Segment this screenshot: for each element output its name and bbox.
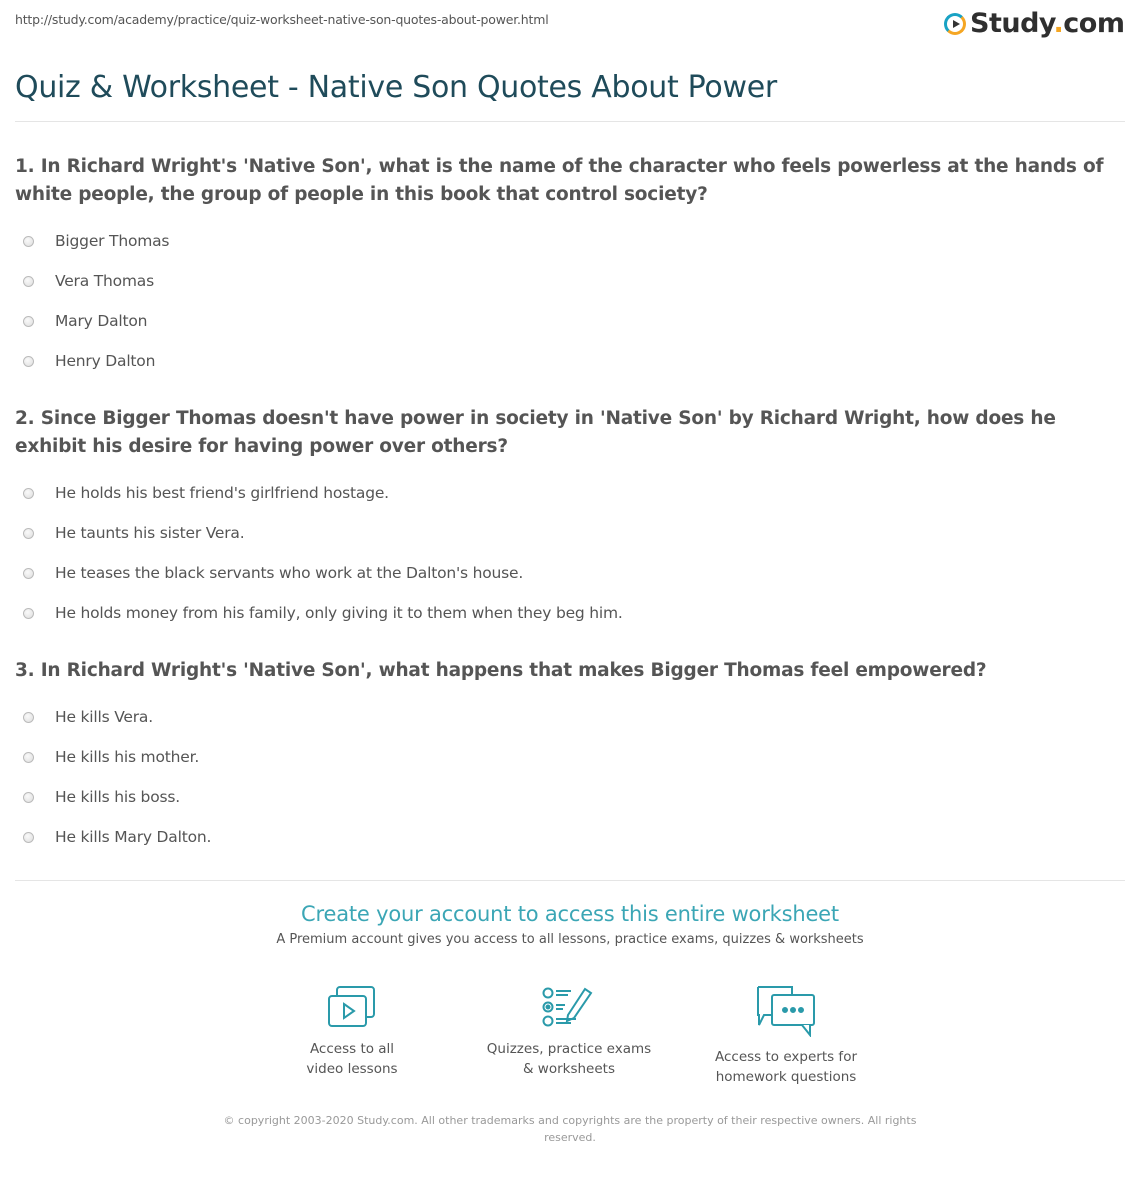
option-label: Mary Dalton xyxy=(55,312,148,330)
option[interactable] xyxy=(15,221,1125,261)
option[interactable] xyxy=(15,513,1125,553)
cta-title[interactable]: Create your account to access this entire worksheet xyxy=(301,902,839,926)
question-text: 3. In Richard Wright's 'Native Son', what happens that makes Bigger Thomas feel empowered? xyxy=(15,660,987,681)
option[interactable] xyxy=(15,697,1125,737)
divider xyxy=(15,121,1125,122)
radio-button[interactable] xyxy=(23,528,34,539)
radio-button[interactable] xyxy=(23,608,34,619)
option-label: He kills Vera. xyxy=(55,708,153,726)
option-label: Bigger Thomas xyxy=(55,232,170,250)
question-1 xyxy=(15,153,1125,381)
option-label: He teases the black servants who work at the Dalton's house. xyxy=(55,564,524,582)
options-list xyxy=(15,697,1125,857)
radio-button[interactable] xyxy=(23,832,34,843)
question-2 xyxy=(15,405,1125,633)
option[interactable] xyxy=(15,593,1125,633)
radio-button[interactable] xyxy=(23,712,34,723)
option-label: He taunts his sister Vera. xyxy=(55,524,245,542)
option[interactable] xyxy=(15,473,1125,513)
chat-bubbles-icon xyxy=(754,985,818,1037)
question-3 xyxy=(15,657,1125,857)
question-text: 1. In Richard Wright's 'Native Son', what is the name of the character who feels powerless at the hands of white people, the group of people in this book that control society? xyxy=(15,156,1104,205)
option[interactable] xyxy=(15,737,1125,777)
copyright-footer: © copyright 2003-2020 Study.com. All other trademarks and copyrights are the property of their respective owners. All rights reserved. xyxy=(223,1114,917,1144)
option[interactable] xyxy=(15,261,1125,301)
option-label: He kills his boss. xyxy=(55,788,180,806)
options-list xyxy=(15,221,1125,381)
radio-button[interactable] xyxy=(23,752,34,763)
play-logo-icon xyxy=(944,13,966,35)
option-label: He holds his best friend's girlfriend hostage. xyxy=(55,484,389,502)
option-label: Vera Thomas xyxy=(55,272,154,290)
radio-button[interactable] xyxy=(23,792,34,803)
option[interactable] xyxy=(15,301,1125,341)
quiz-checklist-icon xyxy=(541,985,597,1029)
radio-button[interactable] xyxy=(23,488,34,499)
feature-label: Access to experts for homework questions xyxy=(714,1049,857,1085)
radio-button[interactable] xyxy=(23,356,34,367)
feature-experts xyxy=(686,985,886,1087)
option-label: He holds money from his family, only giving it to them when they beg him. xyxy=(55,604,623,622)
feature-quizzes xyxy=(469,985,669,1079)
radio-button[interactable] xyxy=(23,568,34,579)
video-lessons-icon xyxy=(326,985,378,1029)
option-label: Henry Dalton xyxy=(55,352,156,370)
radio-button[interactable] xyxy=(23,236,34,247)
option[interactable] xyxy=(15,817,1125,857)
cta-subtitle: A Premium account gives you access to all lessons, practice exams, quizzes & worksheets xyxy=(276,932,864,947)
feature-label: Quizzes, practice exams & worksheets xyxy=(486,1041,652,1077)
logo-text: Study.com xyxy=(970,8,1125,39)
option-label: He kills his mother. xyxy=(55,748,200,766)
radio-button[interactable] xyxy=(23,316,34,327)
signup-cta xyxy=(0,902,1140,947)
divider xyxy=(15,880,1125,881)
study-logo[interactable] xyxy=(944,8,1125,39)
feature-label: Access to all video lessons xyxy=(306,1041,398,1077)
page-title: Quiz & Worksheet - Native Son Quotes About Power xyxy=(15,70,777,105)
option[interactable] xyxy=(15,553,1125,593)
option[interactable] xyxy=(15,777,1125,817)
options-list xyxy=(15,473,1125,633)
feature-video-lessons xyxy=(252,985,452,1079)
question-text: 2. Since Bigger Thomas doesn't have power in society in 'Native Son' by Richard Wright, how does he exhibit his desire for having power over others? xyxy=(15,408,1056,457)
option[interactable] xyxy=(15,341,1125,381)
radio-button[interactable] xyxy=(23,276,34,287)
page-url: http://study.com/academy/practice/quiz-worksheet-native-son-quotes-about-power.html xyxy=(15,12,549,27)
option-label: He kills Mary Dalton. xyxy=(55,828,212,846)
